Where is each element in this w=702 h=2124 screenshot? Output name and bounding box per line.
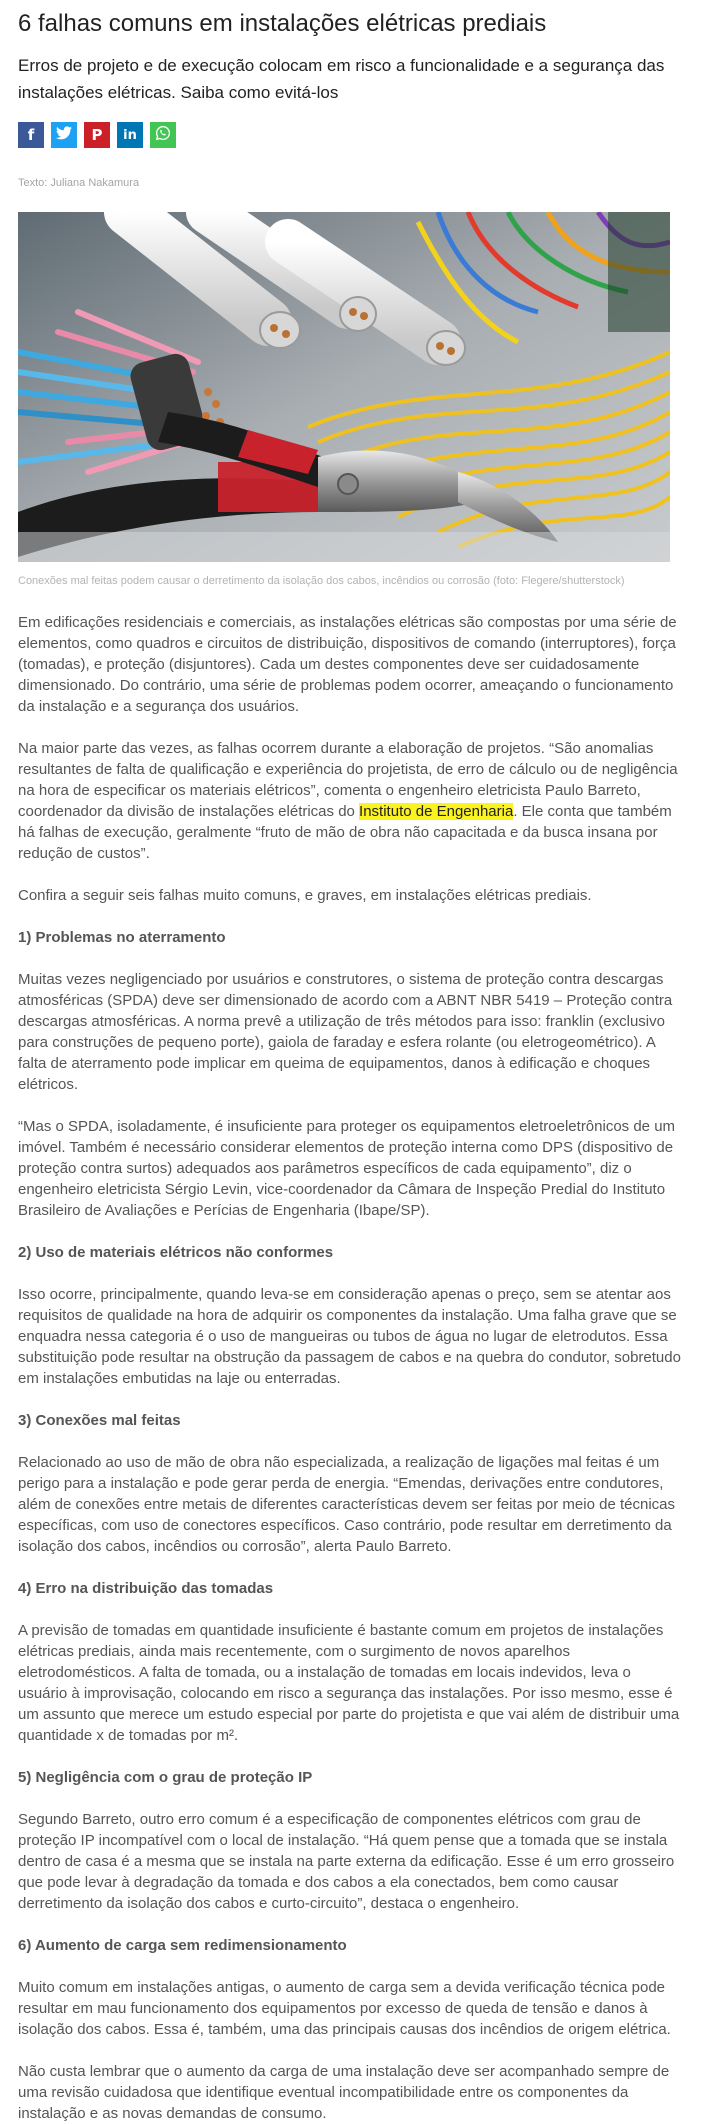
section-heading: 6) Aumento de carga sem redimensionamento bbox=[18, 1937, 347, 1954]
paragraph bbox=[18, 738, 684, 864]
section-heading: 4) Erro na distribuição das tomadas bbox=[18, 1580, 274, 1597]
linkedin-icon: in bbox=[123, 127, 137, 143]
section-heading: 5) Negligência com o grau de proteção IP bbox=[18, 1769, 313, 1786]
section-heading: 2) Uso de materiais elétricos não conformes bbox=[18, 1244, 334, 1261]
twitter-share-button[interactable] bbox=[51, 122, 77, 148]
article-subtitle: Erros de projeto e de execução colocam em risco a funcionalidade e a segurança das instalações elétricas. Saiba como evitá-los bbox=[18, 56, 665, 102]
paragraph: Relacionado ao uso de mão de obra não especializada, a realização de ligações mal feitas é um perigo para a instalação e pode gerar perda de energia. “Emendas, derivações entre condutores, além de conexões entre metais de diferentes características devem ser feitas por meio de técnicas específicas, com uso de conectores específicos. Caso contrário, pode resultar em derretimento da isolação dos cabos, incêndios ou corrosão”, alerta Paulo Barreto. bbox=[18, 1454, 675, 1555]
twitter-icon bbox=[56, 126, 72, 144]
photo-caption: Conexões mal feitas podem causar o derretimento da isolação dos cabos, incêndios ou corrosão (foto: Flegere/shutterstock) bbox=[18, 575, 625, 587]
paragraph: Em edificações residenciais e comerciais, as instalações elétricas são compostas por uma série de elementos, como quadros e circuitos de distribuição, dispositivos de comando (interruptores), força (tomadas), e proteção (disjuntores). Cada um destes componentes deve ser cuidadosamente dimensionado. Do contrário, uma série de problemas podem ocorrer, ameaçando o funcionamento da instalação e a segurança dos usuários. bbox=[18, 614, 677, 715]
facebook-share-button[interactable] bbox=[18, 122, 44, 148]
paragraph: Não custa lembrar que o aumento da carga de uma instalação deve ser acompanhado sempre de uma revisão cuidadosa que identifique eventual incompatibilidade entre os componentes da instalação e as novas demandas de consumo. bbox=[18, 2063, 670, 2122]
paragraph-text: Na maior parte das vezes, as falhas ocorrem durante a elaboração de projetos. “São anomalias resultantes de falta de qualificação e experiência do projetista, de erro de cálculo ou de negligência na hora de especificar os materiais elétricos”, comenta o engenheiro eletricista Paulo Barreto, coordenador da divisão de instalações elétricas do bbox=[18, 740, 678, 820]
whatsapp-share-button[interactable] bbox=[150, 122, 176, 148]
article-byline: Texto: Juliana Nakamura bbox=[18, 177, 140, 189]
paragraph: Confira a seguir seis falhas muito comuns, e graves, em instalações elétricas prediais. bbox=[18, 887, 592, 904]
paragraph: Segundo Barreto, outro erro comum é a especificação de componentes elétricos com grau de proteção IP incompatível com o local de instalação. “Há quem pense que a tomada que se instala dentro de casa é a mesma que se instala na parte externa da edificação. Esse é um erro grosseiro que pode levar à degradação da tomada e dos cabos a ela conectados, bem como causar derretimento da isolação dos cabos e curto-circuito”, destaca o engenheiro. bbox=[18, 1811, 675, 1912]
article-body bbox=[18, 612, 684, 2124]
whatsapp-icon bbox=[155, 125, 171, 145]
hero-photo-illustration bbox=[18, 212, 670, 562]
paragraph: Muito comum em instalações antigas, o aumento de carga sem a devida verificação técnica pode resultar em mau funcionamento dos equipamentos por excesso de queda de tensão e danos à isolação dos cabos. Essa é, também, uma das principais causas dos incêndios de origem elétrica. bbox=[18, 1979, 671, 2038]
facebook-icon: f bbox=[27, 126, 35, 144]
paragraph: Muitas vezes negligenciado por usuários e construtores, o sistema de proteção contra descargas atmosféricas (SPDA) deve ser dimensionado de acordo com a ABNT NBR 5419 – Proteção contra descargas atmosféricas. A norma prevê a utilização de três métodos para isso: franklin (exclusivo para construções de pequeno porte), gaiola de faraday e esfera rolante (ou eletrogeométrico). A falta de aterramento pode implicar em queima de equipamentos, danos à edificação e choques elétricos. bbox=[18, 971, 673, 1093]
section-heading: 3) Conexões mal feitas bbox=[18, 1412, 181, 1429]
paragraph: A previsão de tomadas em quantidade insuficiente é bastante comum em projetos de instalações elétricas prediais, ainda mais recentemente, com o surgimento de novos aparelhos eletrodomésticos. A falta de tomada, ou a instalação de tomadas em locais indevidos, leva o usuário à improvisação, colocando em risco a segurança das instalações. Por isso mesmo, esse é um assunto que merece um estudo especial por parte do projetista e que vai além de distribuir uma quantidade x de tomadas por m². bbox=[18, 1622, 680, 1744]
paragraph-text: . Ele conta que também há falhas de execução, geralmente “fruto de mão de obra não capacitada e da busca insana por redução de custos”. bbox=[18, 803, 672, 862]
pinterest-icon: P bbox=[91, 126, 103, 144]
linkedin-share-button[interactable] bbox=[117, 122, 143, 148]
paragraph: Isso ocorre, principalmente, quando leva-se em consideração apenas o preço, sem se atentar aos requisitos de qualidade na hora de adquirir os componentes da instalação. Uma falha grave que se enquadra nessa categoria é o uso de mangueiras ou tubos de água no lugar de eletrodutos. Essa substituição pode resultar na obstrução da passagem de cabos e na quebra do condutor, sobretudo em instalações embutidas na laje ou enterradas. bbox=[18, 1286, 681, 1387]
article-title: 6 falhas comuns em instalações elétricas prediais bbox=[18, 10, 547, 37]
pinterest-share-button[interactable] bbox=[84, 122, 110, 148]
highlighted-link-instituto-de-engenharia[interactable]: Instituto de Engenharia bbox=[359, 803, 514, 820]
share-bar bbox=[18, 122, 684, 148]
hero-photo-pliers-and-cables bbox=[18, 212, 670, 562]
paragraph: “Mas o SPDA, isoladamente, é insuficiente para proteger os equipamentos eletroeletrônicos de um imóvel. Também é necessário considerar elementos de proteção interna como DPS (dispositivo de proteção contra surtos) adequados aos parâmetros específicos de cada equipamento”, diz o engenheiro eletricista Sérgio Levin, vice-coordenador da Câmara de Inspeção Predial do Instituto Brasileiro de Avaliações e Perícias de Engenharia (Ibape/SP). bbox=[18, 1118, 676, 1219]
section-heading: 1) Problemas no aterramento bbox=[18, 929, 226, 946]
